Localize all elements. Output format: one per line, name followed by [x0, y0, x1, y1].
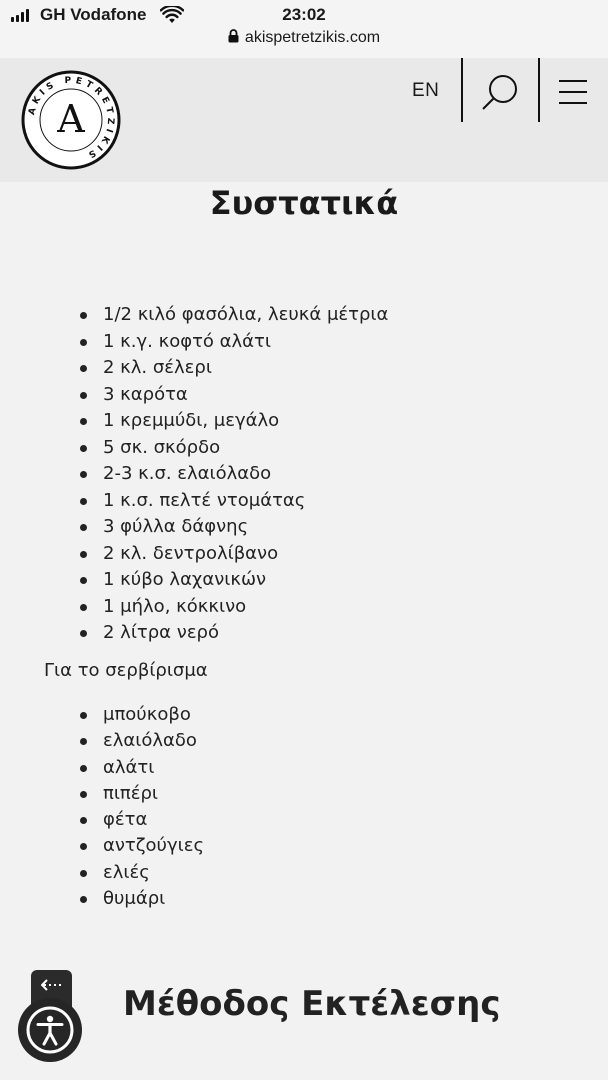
ingredients-title: Συστατικά: [209, 184, 399, 222]
list-item: 1 κ.σ. πελτέ ντομάτας: [0, 488, 388, 515]
accessibility-button[interactable]: [18, 998, 82, 1062]
list-item: 2 λίτρα νερό: [0, 620, 388, 647]
menu-icon[interactable]: [558, 78, 588, 106]
site-logo[interactable]: [21, 70, 121, 170]
list-item: 1 κρεμμύδι, μεγάλο: [0, 408, 388, 435]
back-arrow-icon: [41, 979, 63, 991]
list-item: φέτα: [0, 807, 204, 833]
serving-subheading: Για το σερβίρισμα: [44, 660, 208, 681]
list-item: 3 φύλλα δάφνης: [0, 514, 388, 541]
list-item: μπούκοβο: [0, 702, 204, 728]
ingredients-list: [0, 302, 388, 647]
list-item: 1 μήλο, κόκκινο: [0, 594, 388, 621]
list-item: 2-3 κ.σ. ελαιόλαδο: [0, 461, 388, 488]
address-bar[interactable]: [0, 29, 608, 47]
header-divider: [461, 58, 463, 122]
site-header: [0, 58, 608, 182]
list-item: 2 κλ. σέλερι: [0, 355, 388, 382]
svg-text:AKIS PETRETZIKIS: AKIS PETRETZIKIS: [27, 75, 116, 161]
url-text: akispetretzikis.com: [244, 29, 381, 46]
clock: 23:02: [282, 5, 326, 24]
list-item: 2 κλ. δεντρολίβανο: [0, 541, 388, 568]
language-switch[interactable]: EN: [412, 80, 440, 101]
list-item: θυμάρι: [0, 886, 204, 912]
search-icon[interactable]: [480, 72, 520, 112]
list-item: 1/2 κιλό φασόλια, λευκά μέτρια: [0, 302, 388, 329]
list-item: πιπέρι: [0, 781, 204, 807]
list-item: αλάτι: [0, 755, 204, 781]
accessibility-icon: [24, 1004, 76, 1056]
carrier-name: GH Vodafone: [40, 5, 147, 24]
list-item: αντζούγιες: [0, 833, 204, 859]
list-item: 3 καρότα: [0, 382, 388, 409]
ios-status-bar: [0, 0, 608, 58]
list-item: 1 κύβο λαχανικών: [0, 567, 388, 594]
lock-icon: [228, 29, 239, 43]
method-title: Μέθοδος Εκτέλεσης: [123, 984, 501, 1024]
list-item: ελαιόλαδο: [0, 728, 204, 754]
list-item: 5 σκ. σκόρδο: [0, 435, 388, 462]
list-item: 1 κ.γ. κοφτό αλάτι: [0, 329, 388, 356]
serving-list: [0, 702, 204, 912]
logo-letter: A: [57, 97, 85, 141]
list-item: ελιές: [0, 860, 204, 886]
header-divider: [538, 58, 540, 122]
